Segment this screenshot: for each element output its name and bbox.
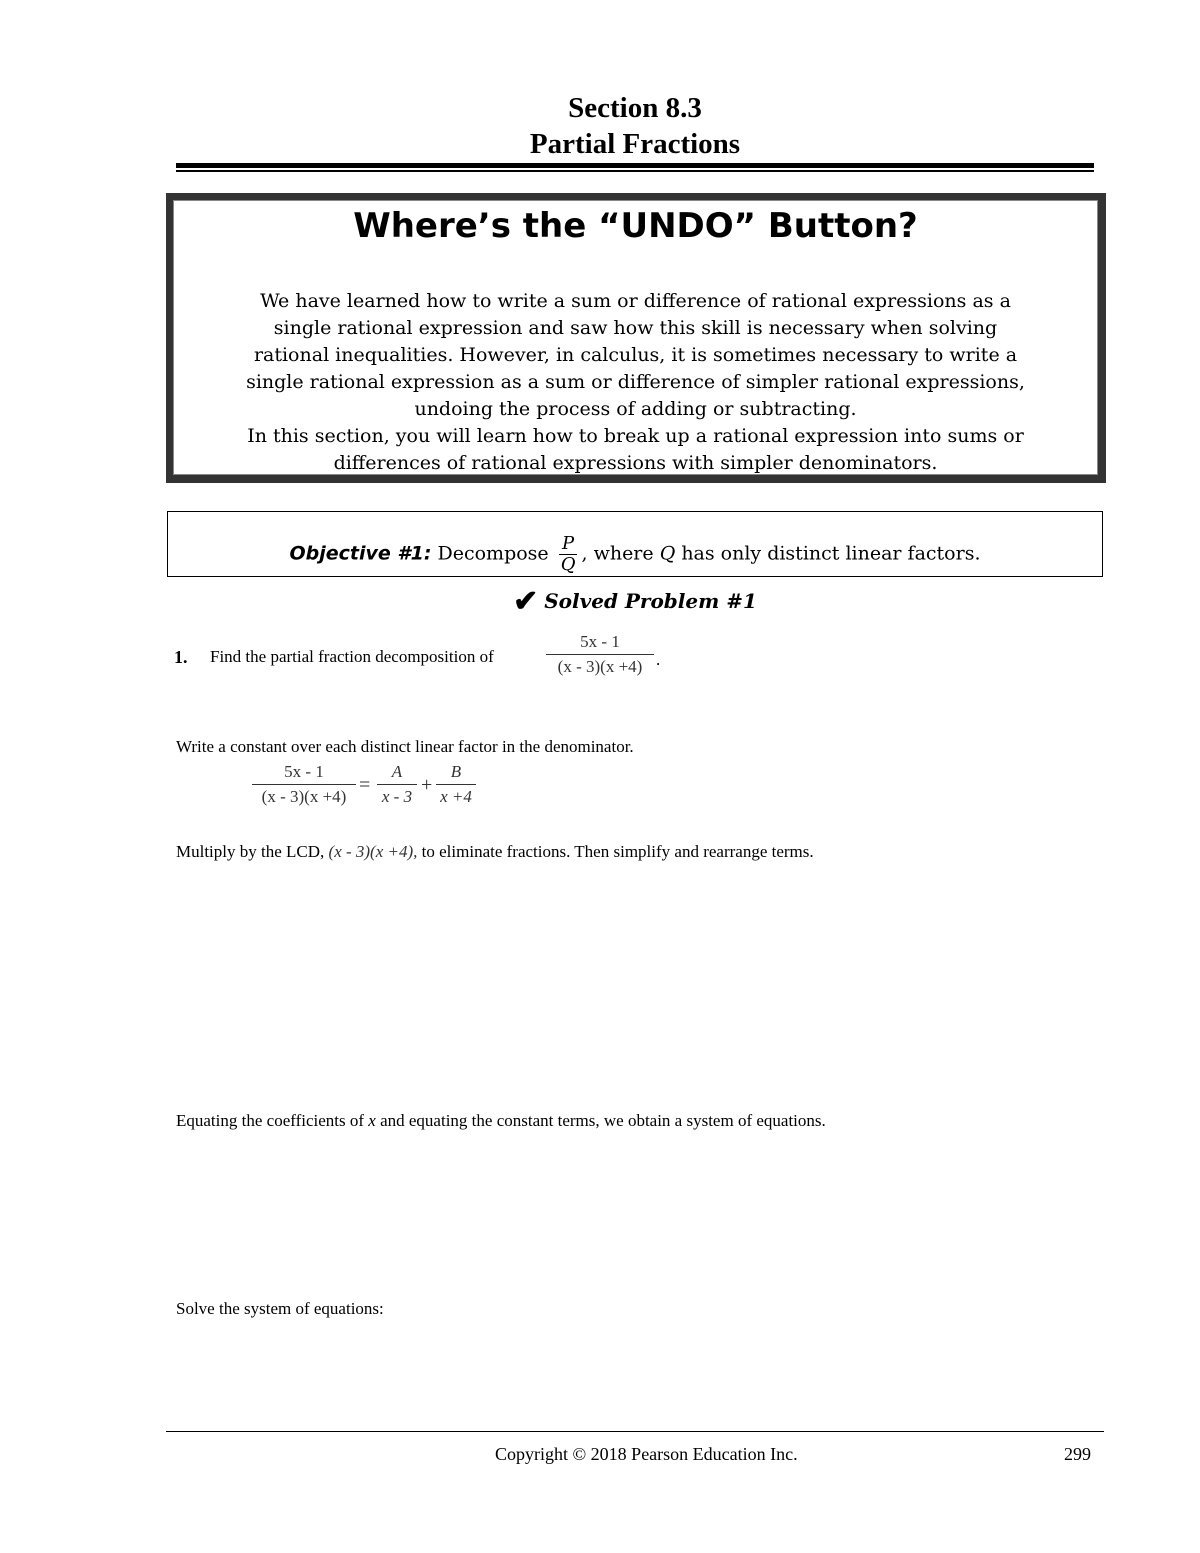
intro-line: We have learned how to write a sum or difference of rational expressions as a xyxy=(260,290,1011,312)
page-title: Partial Fractions xyxy=(529,128,741,160)
equation-b-fraction: B x +4 xyxy=(436,762,476,807)
intro-heading: Where’s the “UNDO” Button? xyxy=(353,206,918,246)
page-number: 299 xyxy=(1064,1444,1091,1464)
objective-label: Objective #1: xyxy=(289,542,432,565)
intro-line: rational inequalities. However, in calculus, it is sometimes necessary to write a xyxy=(253,344,1018,366)
problem-number: 1. xyxy=(174,647,188,667)
footer-rule xyxy=(166,1431,1104,1432)
problem-period: . xyxy=(656,650,661,669)
problem-text: Find the partial fraction decomposition of xyxy=(210,647,494,666)
intro-paragraph xyxy=(193,288,1078,477)
plus-sign: + xyxy=(421,774,433,796)
section-number: Section 8.3 xyxy=(568,92,702,124)
checkmark-icon: ✔ xyxy=(513,584,539,619)
intro-line: single rational expression as a sum or difference of simpler rational expressions, xyxy=(246,371,1025,393)
step-3-text: Equating the coefficients of x and equating the constant terms, we obtain a system of equations. xyxy=(176,1111,826,1130)
intro-box xyxy=(166,193,1106,483)
problem-fraction: 5x - 1 (x - 3)(x +4) xyxy=(546,632,654,677)
objective-text: Objective #1: Decompose $\frac{P}{Q}$ , where Q has only distinct linear factors. xyxy=(289,533,981,575)
intro-line: undoing the process of adding or subtracting. xyxy=(414,398,857,420)
solved-problem-heading: ✔ Solved Problem #1 xyxy=(513,584,757,619)
lcd-expression: (x - 3)(x +4), xyxy=(328,842,418,861)
step-2-text: Multiply by the LCD, (x - 3)(x +4), to eliminate fractions. Then simplify and rearrange terms. xyxy=(176,842,814,861)
equation-lhs-fraction: 5x - 1 (x - 3)(x +4) xyxy=(252,762,356,807)
intro-line: differences of rational expressions with simpler denominators. xyxy=(333,452,938,474)
step-4-text: Solve the system of equations: xyxy=(176,1299,384,1318)
intro-line: In this section, you will learn how to break up a rational expression into sums or xyxy=(247,425,1024,447)
p-over-q-fraction: $\frac{P}{Q}$ xyxy=(560,533,576,575)
equals-sign: = xyxy=(359,774,371,796)
equation-a-fraction: A x - 3 xyxy=(377,762,417,807)
step-1-text: Write a constant over each distinct linear factor in the denominator. xyxy=(176,737,634,756)
objective-box xyxy=(167,511,1103,577)
copyright-text: Copyright © 2018 Pearson Education Inc. xyxy=(495,1444,798,1464)
title-rule-thick xyxy=(176,163,1094,168)
title-rule-thin xyxy=(176,170,1094,172)
intro-line: single rational expression and saw how this skill is necessary when solving xyxy=(273,317,998,339)
